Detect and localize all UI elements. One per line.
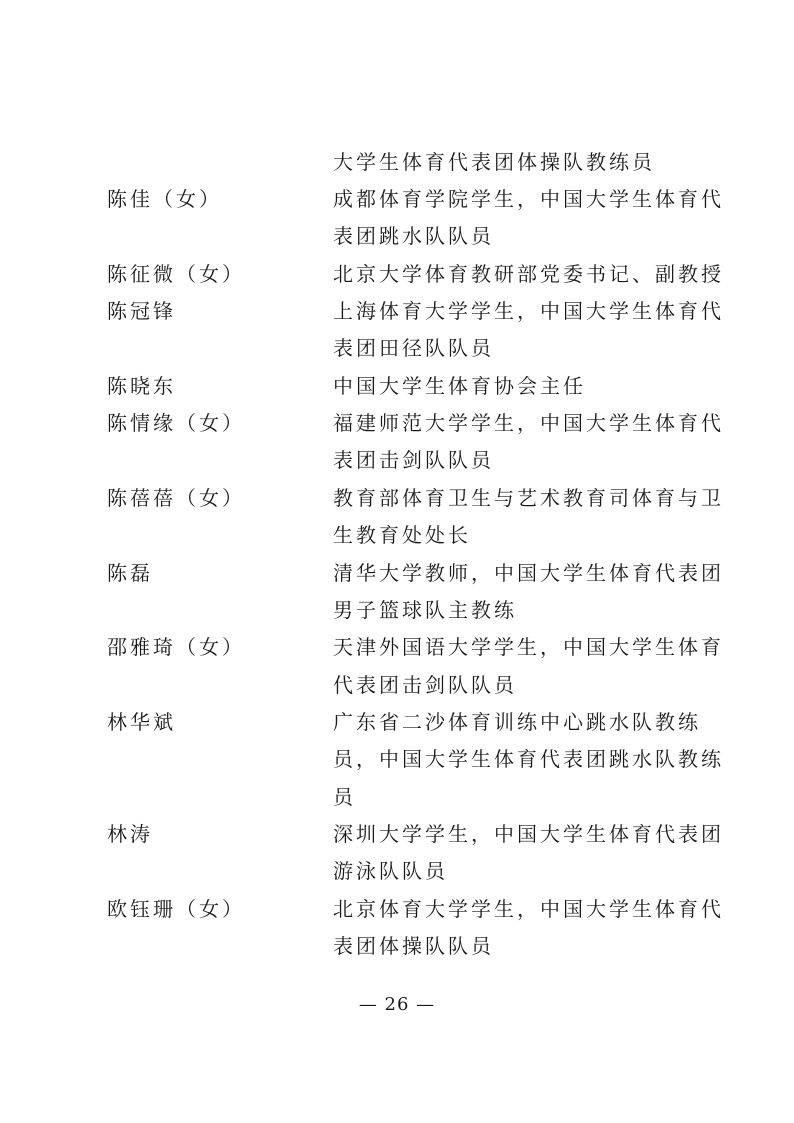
entry-description-line: 广东省二沙体育训练中心跳水队教练 <box>333 710 701 734</box>
entry-name: 林华斌 <box>107 710 176 734</box>
entry-description-line: 表团击剑队队员 <box>333 448 494 472</box>
continuation-line: 大学生体育代表团体操队教练员 <box>333 150 655 174</box>
entry-name: 陈磊 <box>107 561 153 585</box>
entry-description-line: 天津外国语大学学生，中国大学生体育 <box>333 635 724 659</box>
entry-description-line: 成都体育学院学生，中国大学生体育代 <box>333 187 724 211</box>
entry-description-line: 教育部体育卫生与艺术教育司体育与卫 <box>333 486 724 510</box>
entry-description-line: 表团跳水队队员 <box>333 224 494 248</box>
entry-name: 邵雅琦（女） <box>107 635 245 659</box>
entry-description-line: 员，中国大学生体育代表团跳水队教练 <box>333 747 724 771</box>
entry-name: 陈晓东 <box>107 374 176 398</box>
entry-description-line: 北京体育大学学生，中国大学生体育代 <box>333 897 724 921</box>
entry-name: 陈征微（女） <box>107 262 245 286</box>
entry-description-line: 表团体操队队员 <box>333 934 494 958</box>
entry-description-line: 生教育处处长 <box>333 523 471 547</box>
entry-description-line: 游泳队队员 <box>333 859 448 883</box>
entry-description-line: 清华大学教师，中国大学生体育代表团 <box>333 561 724 585</box>
page-number: — 26 — <box>358 994 436 1015</box>
entry-description-line: 代表团击剑队队员 <box>333 673 517 697</box>
entry-description-line: 男子篮球队主教练 <box>333 598 517 622</box>
entry-description-line: 深圳大学学生，中国大学生体育代表团 <box>333 822 724 846</box>
entry-name: 林涛 <box>107 822 153 846</box>
entry-description-line: 北京大学体育教研部党委书记、副教授 <box>333 262 724 286</box>
entry-name: 欧钰珊（女） <box>107 897 245 921</box>
entry-description-line: 福建师范大学学生，中国大学生体育代 <box>333 411 724 435</box>
entry-description-line: 员 <box>333 785 356 809</box>
entry-name: 陈情缘（女） <box>107 411 245 435</box>
entry-name: 陈佳（女） <box>107 187 222 211</box>
entry-name: 陈蓓蓓（女） <box>107 486 245 510</box>
entry-name: 陈冠锋 <box>107 299 176 323</box>
entry-description-line: 上海体育大学学生，中国大学生体育代 <box>333 299 724 323</box>
entry-description-line: 中国大学生体育协会主任 <box>333 374 586 398</box>
entry-description-line: 表团田径队队员 <box>333 336 494 360</box>
